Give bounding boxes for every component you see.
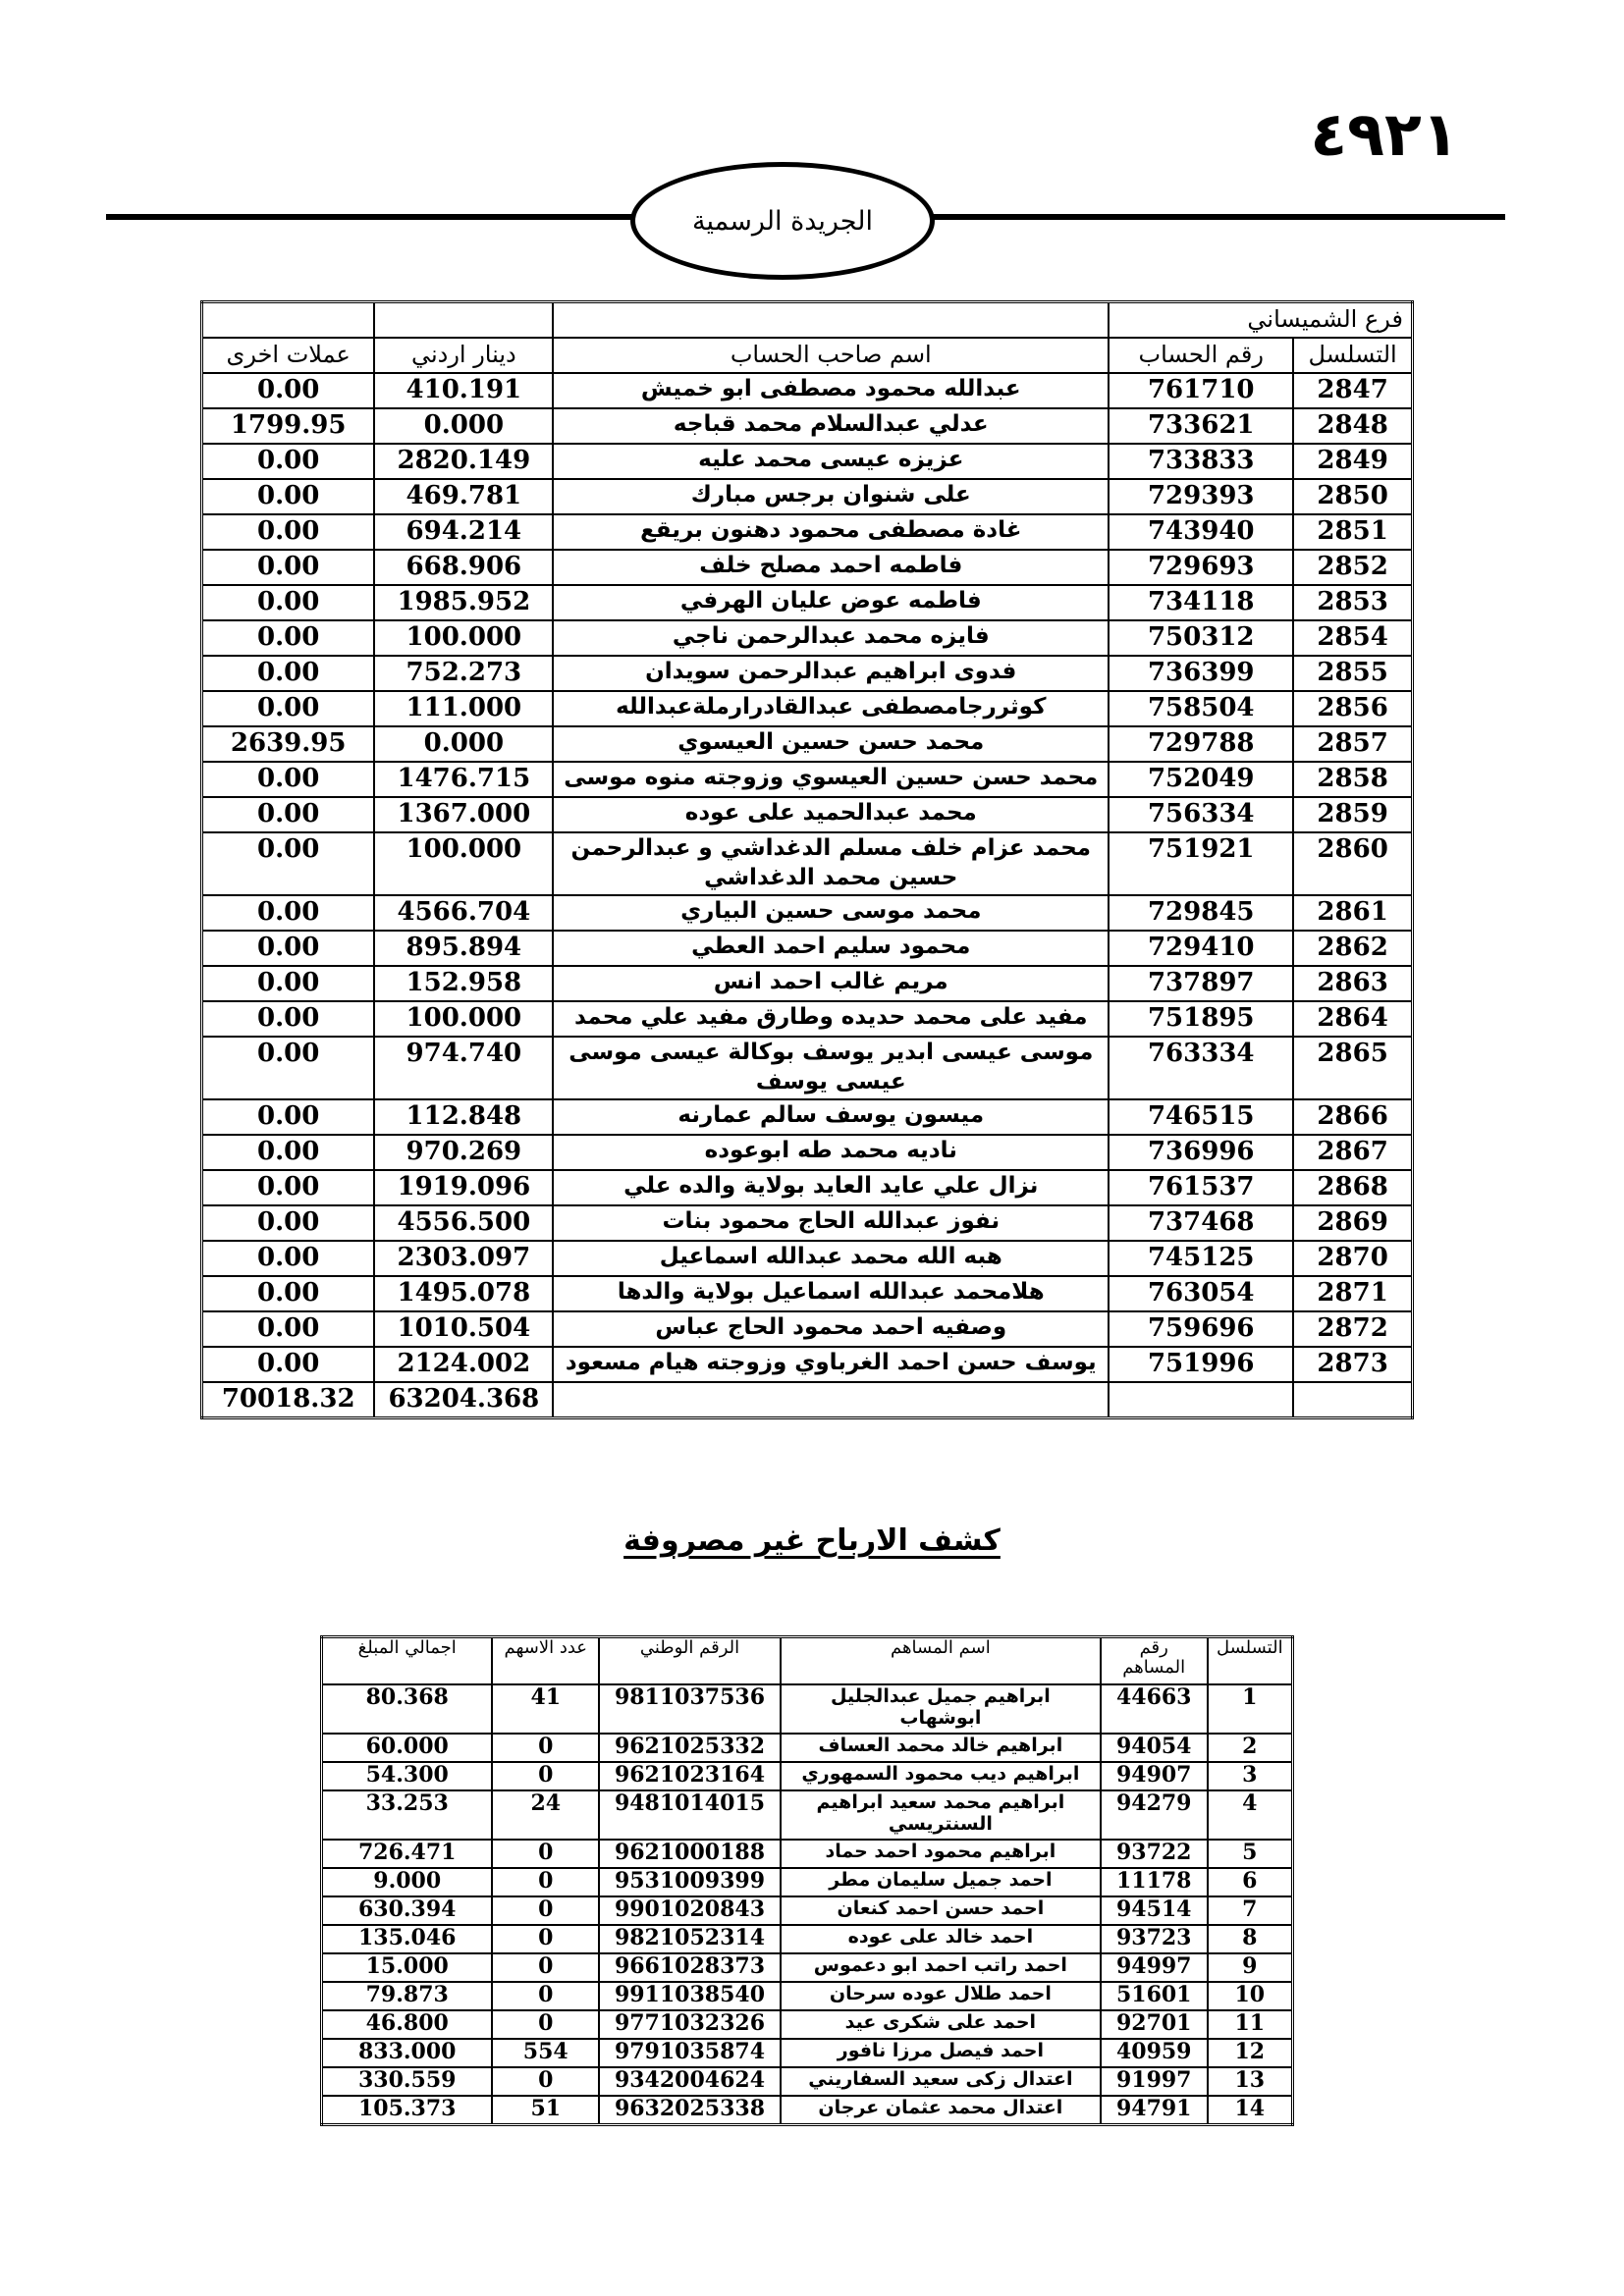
account-holder-cell: ميسون يوسف سالم عمارنه bbox=[553, 1099, 1109, 1135]
jod-amount-cell: 100.000 bbox=[374, 620, 553, 656]
account-row bbox=[202, 832, 1413, 895]
total-amount-cell: 15.000 bbox=[322, 1953, 493, 1982]
jod-amount-cell: 694.214 bbox=[374, 514, 553, 550]
jod-amount-cell: 752.273 bbox=[374, 656, 553, 691]
account-row bbox=[202, 1347, 1413, 1382]
shareholder-number-cell: 40959 bbox=[1101, 2039, 1208, 2067]
empty-cell bbox=[202, 302, 375, 339]
profits-title bbox=[491, 1523, 1133, 1558]
shareholder-number-cell: 94907 bbox=[1101, 1762, 1208, 1790]
account-holder-cell: كوثررجامصطفى عبدالقادرارملةعبدالله bbox=[553, 691, 1109, 726]
total-amount-cell: 833.000 bbox=[322, 2039, 493, 2067]
account-row bbox=[202, 550, 1413, 585]
account-number-cell: 752049 bbox=[1109, 762, 1293, 797]
shareholder-name-cell: ابراهيم خالد محمد العساف bbox=[781, 1734, 1101, 1762]
shareholder-number-cell: 93722 bbox=[1101, 1840, 1208, 1868]
account-row bbox=[202, 895, 1413, 931]
profit-row bbox=[322, 1953, 1293, 1982]
account-row bbox=[202, 479, 1413, 514]
shareholder-number-cell: 94054 bbox=[1101, 1734, 1208, 1762]
profit-row bbox=[322, 1790, 1293, 1840]
account-row bbox=[202, 1241, 1413, 1276]
jod-amount-cell: 0.000 bbox=[374, 408, 553, 444]
shareholder-name-cell: احمد فيصل مرزا نافور bbox=[781, 2039, 1101, 2067]
total-amount-cell: 79.873 bbox=[322, 1982, 493, 2010]
shareholder-number-cell: 94279 bbox=[1101, 1790, 1208, 1840]
shares-cell: 24 bbox=[492, 1790, 599, 1840]
total-amount-cell: 54.300 bbox=[322, 1762, 493, 1790]
header-shares: عدد الاسهم bbox=[492, 1637, 599, 1685]
shares-cell: 0 bbox=[492, 1762, 599, 1790]
serial-cell: 7 bbox=[1208, 1896, 1293, 1925]
account-row bbox=[202, 691, 1413, 726]
jod-amount-cell: 100.000 bbox=[374, 832, 553, 895]
jod-amount-cell: 1495.078 bbox=[374, 1276, 553, 1311]
national-id-cell: 9481014015 bbox=[599, 1790, 781, 1840]
serial-cell: 2864 bbox=[1293, 1001, 1412, 1037]
account-number-cell: 737468 bbox=[1109, 1205, 1293, 1241]
national-id-cell: 9621025332 bbox=[599, 1734, 781, 1762]
header-serial: التسلسل bbox=[1208, 1637, 1293, 1685]
shareholder-name-cell: اعتدال زكى سعيد السفاريني bbox=[781, 2067, 1101, 2096]
national-id-cell: 9632025338 bbox=[599, 2096, 781, 2125]
profits-header-row bbox=[322, 1637, 1293, 1685]
branch-label: فرع الشميساني bbox=[1109, 302, 1412, 339]
other-currency-cell: 0.00 bbox=[202, 585, 375, 620]
serial-cell: 2869 bbox=[1293, 1205, 1412, 1241]
other-currency-cell: 0.00 bbox=[202, 1347, 375, 1382]
account-row bbox=[202, 1099, 1413, 1135]
profit-row bbox=[322, 2039, 1293, 2067]
profit-row bbox=[322, 1925, 1293, 1953]
shares-cell: 0 bbox=[492, 1953, 599, 1982]
account-holder-cell: فدوى ابراهيم عبدالرحمن سويدان bbox=[553, 656, 1109, 691]
account-number-cell: 751996 bbox=[1109, 1347, 1293, 1382]
account-row bbox=[202, 931, 1413, 966]
shares-cell: 0 bbox=[492, 1896, 599, 1925]
account-holder-cell: مريم غالب احمد انس bbox=[553, 966, 1109, 1001]
header-total: اجمالي المبلغ bbox=[322, 1637, 493, 1685]
profits-table bbox=[320, 1635, 1294, 2126]
serial-cell: 2857 bbox=[1293, 726, 1412, 762]
jod-amount-cell: 2303.097 bbox=[374, 1241, 553, 1276]
other-currency-cell: 0.00 bbox=[202, 1311, 375, 1347]
serial-cell: 9 bbox=[1208, 1953, 1293, 1982]
other-currency-cell: 0.00 bbox=[202, 1135, 375, 1170]
total-amount-cell: 726.471 bbox=[322, 1840, 493, 1868]
shareholder-name-cell: ابراهيم محمود احمد حماد bbox=[781, 1840, 1101, 1868]
account-holder-cell: هلامحمد عبدالله اسماعيل بولاية والدها bbox=[553, 1276, 1109, 1311]
shareholder-number-cell: 91997 bbox=[1101, 2067, 1208, 2096]
account-row bbox=[202, 1001, 1413, 1037]
other-currency-cell: 0.00 bbox=[202, 1170, 375, 1205]
account-number-cell: 729845 bbox=[1109, 895, 1293, 931]
profit-row bbox=[322, 2096, 1293, 2125]
account-row bbox=[202, 373, 1413, 408]
account-number-cell: 756334 bbox=[1109, 797, 1293, 832]
serial-cell: 2850 bbox=[1293, 479, 1412, 514]
serial-cell: 2873 bbox=[1293, 1347, 1412, 1382]
account-holder-cell: محمد عزام خلف مسلم الدغداشي و عبدالرحمن حسين محمد الدغداشي bbox=[553, 832, 1109, 895]
jod-amount-cell: 970.269 bbox=[374, 1135, 553, 1170]
total-amount-cell: 135.046 bbox=[322, 1925, 493, 1953]
other-currency-cell: 0.00 bbox=[202, 550, 375, 585]
shareholder-number-cell: 44663 bbox=[1101, 1684, 1208, 1734]
shareholder-name-cell: ابراهيم جميل عبدالجليل ابوشهاب bbox=[781, 1684, 1101, 1734]
shareholder-name-cell: احمد خالد على عوده bbox=[781, 1925, 1101, 1953]
account-row bbox=[202, 762, 1413, 797]
other-currency-cell: 0.00 bbox=[202, 1205, 375, 1241]
account-holder-cell: محمد حسن حسين العيسوي وزوجته منوه موسى bbox=[553, 762, 1109, 797]
serial-cell: 2855 bbox=[1293, 656, 1412, 691]
jod-amount-cell: 111.000 bbox=[374, 691, 553, 726]
jod-amount-cell: 1367.000 bbox=[374, 797, 553, 832]
national-id-cell: 9621000188 bbox=[599, 1840, 781, 1868]
shareholder-name-cell: احمد طلال عوده سرحان bbox=[781, 1982, 1101, 2010]
serial-cell: 5 bbox=[1208, 1840, 1293, 1868]
total-other-cell: 70018.32 bbox=[202, 1382, 375, 1418]
header-jod: دينار اردني bbox=[374, 338, 553, 373]
account-row bbox=[202, 585, 1413, 620]
jod-amount-cell: 1476.715 bbox=[374, 762, 553, 797]
serial-cell: 3 bbox=[1208, 1762, 1293, 1790]
serial-cell: 2871 bbox=[1293, 1276, 1412, 1311]
other-currency-cell: 0.00 bbox=[202, 762, 375, 797]
account-holder-cell: نفوز عبدالله الحاج محمود بنات bbox=[553, 1205, 1109, 1241]
account-row bbox=[202, 1276, 1413, 1311]
account-holder-cell: نزال علي عايد العايد بولاية والده علي bbox=[553, 1170, 1109, 1205]
other-currency-cell: 0.00 bbox=[202, 931, 375, 966]
total-amount-cell: 630.394 bbox=[322, 1896, 493, 1925]
serial-cell: 2853 bbox=[1293, 585, 1412, 620]
shareholder-number-cell: 94514 bbox=[1101, 1896, 1208, 1925]
account-row bbox=[202, 514, 1413, 550]
shares-cell: 0 bbox=[492, 1734, 599, 1762]
empty-cell bbox=[553, 302, 1109, 339]
account-number-cell: 729393 bbox=[1109, 479, 1293, 514]
account-holder-cell: محمد موسى حسين البياري bbox=[553, 895, 1109, 931]
serial-cell: 12 bbox=[1208, 2039, 1293, 2067]
shareholder-number-cell: 92701 bbox=[1101, 2010, 1208, 2039]
empty-cell bbox=[553, 1382, 1109, 1418]
serial-cell: 2872 bbox=[1293, 1311, 1412, 1347]
serial-cell: 2858 bbox=[1293, 762, 1412, 797]
shares-cell: 554 bbox=[492, 2039, 599, 2067]
account-holder-cell: عزيزه عيسى محمد عليه bbox=[553, 444, 1109, 479]
other-currency-cell: 0.00 bbox=[202, 966, 375, 1001]
shareholder-name-cell: احمد حسن احمد كنعان bbox=[781, 1896, 1101, 1925]
jod-amount-cell: 668.906 bbox=[374, 550, 553, 585]
accounts-table bbox=[200, 300, 1414, 1419]
account-number-cell: 736996 bbox=[1109, 1135, 1293, 1170]
other-currency-cell: 0.00 bbox=[202, 444, 375, 479]
account-number-cell: 729410 bbox=[1109, 931, 1293, 966]
shareholder-number-cell: 11178 bbox=[1101, 1868, 1208, 1896]
account-row bbox=[202, 408, 1413, 444]
account-holder-cell: محمد حسن حسين العيسوي bbox=[553, 726, 1109, 762]
account-holder-cell: مفيد على محمد حديده وطارق مفيد علي محمد bbox=[553, 1001, 1109, 1037]
account-row bbox=[202, 1170, 1413, 1205]
header-national-id: الرقم الوطني bbox=[599, 1637, 781, 1685]
header-account: رقم الحساب bbox=[1109, 338, 1293, 373]
national-id-cell: 9342004624 bbox=[599, 2067, 781, 2096]
account-holder-cell: ناديه محمد طه ابوعوده bbox=[553, 1135, 1109, 1170]
jod-amount-cell: 1985.952 bbox=[374, 585, 553, 620]
account-row bbox=[202, 444, 1413, 479]
other-currency-cell: 0.00 bbox=[202, 1037, 375, 1099]
header-other: عملات اخرى bbox=[202, 338, 375, 373]
accounts-header-row bbox=[202, 338, 1413, 373]
account-holder-cell: محمود سليم احمد العطي bbox=[553, 931, 1109, 966]
shareholder-number-cell: 94997 bbox=[1101, 1953, 1208, 1982]
other-currency-cell: 0.00 bbox=[202, 479, 375, 514]
jod-amount-cell: 1010.504 bbox=[374, 1311, 553, 1347]
jod-amount-cell: 2124.002 bbox=[374, 1347, 553, 1382]
serial-cell: 4 bbox=[1208, 1790, 1293, 1840]
shareholder-name-cell: احمد جميل سليمان مطر bbox=[781, 1868, 1101, 1896]
serial-cell: 1 bbox=[1208, 1684, 1293, 1734]
jod-amount-cell: 112.848 bbox=[374, 1099, 553, 1135]
account-number-cell: 733621 bbox=[1109, 408, 1293, 444]
account-row bbox=[202, 656, 1413, 691]
account-number-cell: 736399 bbox=[1109, 656, 1293, 691]
shares-cell: 0 bbox=[492, 2067, 599, 2096]
national-id-cell: 9791035874 bbox=[599, 2039, 781, 2067]
profit-row bbox=[322, 1840, 1293, 1868]
shareholder-name-cell: ابراهيم ديب محمود السمهوري bbox=[781, 1762, 1101, 1790]
shares-cell: 0 bbox=[492, 1925, 599, 1953]
header-serial: التسلسل bbox=[1293, 338, 1412, 373]
account-row bbox=[202, 1311, 1413, 1347]
other-currency-cell: 0.00 bbox=[202, 1276, 375, 1311]
jod-amount-cell: 974.740 bbox=[374, 1037, 553, 1099]
other-currency-cell: 0.00 bbox=[202, 620, 375, 656]
serial-cell: 2865 bbox=[1293, 1037, 1412, 1099]
account-number-cell: 745125 bbox=[1109, 1241, 1293, 1276]
account-row bbox=[202, 620, 1413, 656]
serial-cell: 10 bbox=[1208, 1982, 1293, 2010]
gazette-title: الجريدة الرسمية bbox=[630, 162, 935, 280]
shares-cell: 51 bbox=[492, 2096, 599, 2125]
jod-amount-cell: 1919.096 bbox=[374, 1170, 553, 1205]
shares-cell: 41 bbox=[492, 1684, 599, 1734]
serial-cell: 2856 bbox=[1293, 691, 1412, 726]
empty-cell bbox=[1293, 1382, 1412, 1418]
profits-title-text: كشف الارباح غير مصروفة bbox=[623, 1523, 1001, 1558]
other-currency-cell: 0.00 bbox=[202, 1099, 375, 1135]
serial-cell: 2 bbox=[1208, 1734, 1293, 1762]
header-name: اسم صاحب الحساب bbox=[553, 338, 1109, 373]
account-holder-cell: على شنوان برجس مبارك bbox=[553, 479, 1109, 514]
account-number-cell: 761710 bbox=[1109, 373, 1293, 408]
national-id-cell: 9821052314 bbox=[599, 1925, 781, 1953]
serial-cell: 8 bbox=[1208, 1925, 1293, 1953]
account-holder-cell: عبدالله محمود مصطفى ابو خميش bbox=[553, 373, 1109, 408]
account-number-cell: 759696 bbox=[1109, 1311, 1293, 1347]
jod-amount-cell: 4556.500 bbox=[374, 1205, 553, 1241]
account-row bbox=[202, 966, 1413, 1001]
profit-row bbox=[322, 1896, 1293, 1925]
empty-cell bbox=[374, 302, 553, 339]
serial-cell: 2847 bbox=[1293, 373, 1412, 408]
account-number-cell: 729693 bbox=[1109, 550, 1293, 585]
shares-cell: 0 bbox=[492, 1840, 599, 1868]
total-amount-cell: 80.368 bbox=[322, 1684, 493, 1734]
national-id-cell: 9901020843 bbox=[599, 1896, 781, 1925]
account-holder-cell: موسى عيسى ابدير يوسف بوكالة عيسى موسى عيسى يوسف bbox=[553, 1037, 1109, 1099]
serial-cell: 14 bbox=[1208, 2096, 1293, 2125]
account-number-cell: 746515 bbox=[1109, 1099, 1293, 1135]
account-number-cell: 763334 bbox=[1109, 1037, 1293, 1099]
account-number-cell: 729788 bbox=[1109, 726, 1293, 762]
serial-cell: 2859 bbox=[1293, 797, 1412, 832]
serial-cell: 2861 bbox=[1293, 895, 1412, 931]
profit-row bbox=[322, 1762, 1293, 1790]
total-amount-cell: 46.800 bbox=[322, 2010, 493, 2039]
account-holder-cell: عدلي عبدالسلام محمد قباجه bbox=[553, 408, 1109, 444]
account-holder-cell: هبه الله محمد عبدالله اسماعيل bbox=[553, 1241, 1109, 1276]
account-holder-cell: محمد عبدالحميد على عوده bbox=[553, 797, 1109, 832]
other-currency-cell: 0.00 bbox=[202, 691, 375, 726]
total-amount-cell: 60.000 bbox=[322, 1734, 493, 1762]
account-number-cell: 750312 bbox=[1109, 620, 1293, 656]
shareholder-name-cell: اعتدال محمد عثمان عرجان bbox=[781, 2096, 1101, 2125]
jod-amount-cell: 100.000 bbox=[374, 1001, 553, 1037]
serial-cell: 2849 bbox=[1293, 444, 1412, 479]
serial-cell: 2870 bbox=[1293, 1241, 1412, 1276]
national-id-cell: 9811037536 bbox=[599, 1684, 781, 1734]
other-currency-cell: 0.00 bbox=[202, 656, 375, 691]
account-number-cell: 733833 bbox=[1109, 444, 1293, 479]
other-currency-cell: 0.00 bbox=[202, 895, 375, 931]
shareholder-name-cell: احمد راتب احمد ابو دعموس bbox=[781, 1953, 1101, 1982]
shareholder-number-cell: 94791 bbox=[1101, 2096, 1208, 2125]
account-row bbox=[202, 1135, 1413, 1170]
header-shareholder-no: رقم المساهم bbox=[1101, 1637, 1208, 1685]
shares-cell: 0 bbox=[492, 2010, 599, 2039]
jod-amount-cell: 469.781 bbox=[374, 479, 553, 514]
account-number-cell: 737897 bbox=[1109, 966, 1293, 1001]
serial-cell: 2863 bbox=[1293, 966, 1412, 1001]
profit-row bbox=[322, 2067, 1293, 2096]
other-currency-cell: 0.00 bbox=[202, 514, 375, 550]
jod-amount-cell: 895.894 bbox=[374, 931, 553, 966]
empty-cell bbox=[1109, 1382, 1293, 1418]
jod-amount-cell: 152.958 bbox=[374, 966, 553, 1001]
shares-cell: 0 bbox=[492, 1868, 599, 1896]
account-number-cell: 761537 bbox=[1109, 1170, 1293, 1205]
profit-row bbox=[322, 1684, 1293, 1734]
shareholder-name-cell: ابراهيم محمد سعيد ابراهيم السنتريسي bbox=[781, 1790, 1101, 1840]
account-holder-cell: وصفيه احمد محمود الحاج عباس bbox=[553, 1311, 1109, 1347]
serial-cell: 2848 bbox=[1293, 408, 1412, 444]
national-id-cell: 9621023164 bbox=[599, 1762, 781, 1790]
account-number-cell: 743940 bbox=[1109, 514, 1293, 550]
profit-row bbox=[322, 1982, 1293, 2010]
other-currency-cell: 2639.95 bbox=[202, 726, 375, 762]
jod-amount-cell: 410.191 bbox=[374, 373, 553, 408]
shareholder-number-cell: 93723 bbox=[1101, 1925, 1208, 1953]
profit-row bbox=[322, 2010, 1293, 2039]
serial-cell: 2852 bbox=[1293, 550, 1412, 585]
account-holder-cell: غادة مصطفى محمود دهنون بريقع bbox=[553, 514, 1109, 550]
total-amount-cell: 9.000 bbox=[322, 1868, 493, 1896]
account-holder-cell: فاطمه احمد مصلح خلف bbox=[553, 550, 1109, 585]
account-row bbox=[202, 1037, 1413, 1099]
serial-cell: 2862 bbox=[1293, 931, 1412, 966]
account-holder-cell: فاطمه عوض عليان الهرفي bbox=[553, 585, 1109, 620]
other-currency-cell: 0.00 bbox=[202, 832, 375, 895]
account-row bbox=[202, 726, 1413, 762]
serial-cell: 6 bbox=[1208, 1868, 1293, 1896]
other-currency-cell: 0.00 bbox=[202, 797, 375, 832]
account-row bbox=[202, 1205, 1413, 1241]
header-shareholder-name: اسم المساهم bbox=[781, 1637, 1101, 1685]
account-number-cell: 758504 bbox=[1109, 691, 1293, 726]
jod-amount-cell: 2820.149 bbox=[374, 444, 553, 479]
national-id-cell: 9771032326 bbox=[599, 2010, 781, 2039]
other-currency-cell: 0.00 bbox=[202, 373, 375, 408]
profit-row bbox=[322, 1868, 1293, 1896]
page-number: ٤٩٢١ bbox=[1310, 98, 1459, 170]
serial-cell: 2867 bbox=[1293, 1135, 1412, 1170]
jod-amount-cell: 4566.704 bbox=[374, 895, 553, 931]
totals-row bbox=[202, 1382, 1413, 1418]
other-currency-cell: 0.00 bbox=[202, 1001, 375, 1037]
account-number-cell: 734118 bbox=[1109, 585, 1293, 620]
serial-cell: 2851 bbox=[1293, 514, 1412, 550]
serial-cell: 2868 bbox=[1293, 1170, 1412, 1205]
national-id-cell: 9911038540 bbox=[599, 1982, 781, 2010]
shareholder-number-cell: 51601 bbox=[1101, 1982, 1208, 2010]
profit-row bbox=[322, 1734, 1293, 1762]
total-amount-cell: 33.253 bbox=[322, 1790, 493, 1840]
account-number-cell: 751921 bbox=[1109, 832, 1293, 895]
other-currency-cell: 1799.95 bbox=[202, 408, 375, 444]
account-number-cell: 763054 bbox=[1109, 1276, 1293, 1311]
shares-cell: 0 bbox=[492, 1982, 599, 2010]
national-id-cell: 9661028373 bbox=[599, 1953, 781, 1982]
serial-cell: 2854 bbox=[1293, 620, 1412, 656]
account-row bbox=[202, 797, 1413, 832]
serial-cell: 11 bbox=[1208, 2010, 1293, 2039]
jod-amount-cell: 0.000 bbox=[374, 726, 553, 762]
account-number-cell: 751895 bbox=[1109, 1001, 1293, 1037]
shareholder-name-cell: احمد على شكرى عيد bbox=[781, 2010, 1101, 2039]
serial-cell: 2866 bbox=[1293, 1099, 1412, 1135]
total-amount-cell: 330.559 bbox=[322, 2067, 493, 2096]
account-holder-cell: يوسف حسن احمد الغرباوي وزوجته هيام مسعود bbox=[553, 1347, 1109, 1382]
other-currency-cell: 0.00 bbox=[202, 1241, 375, 1276]
national-id-cell: 9531009399 bbox=[599, 1868, 781, 1896]
total-jod-cell: 63204.368 bbox=[374, 1382, 553, 1418]
serial-cell: 2860 bbox=[1293, 832, 1412, 895]
total-amount-cell: 105.373 bbox=[322, 2096, 493, 2125]
branch-row bbox=[202, 302, 1413, 339]
account-holder-cell: فايزه محمد عبدالرحمن ناجي bbox=[553, 620, 1109, 656]
serial-cell: 13 bbox=[1208, 2067, 1293, 2096]
